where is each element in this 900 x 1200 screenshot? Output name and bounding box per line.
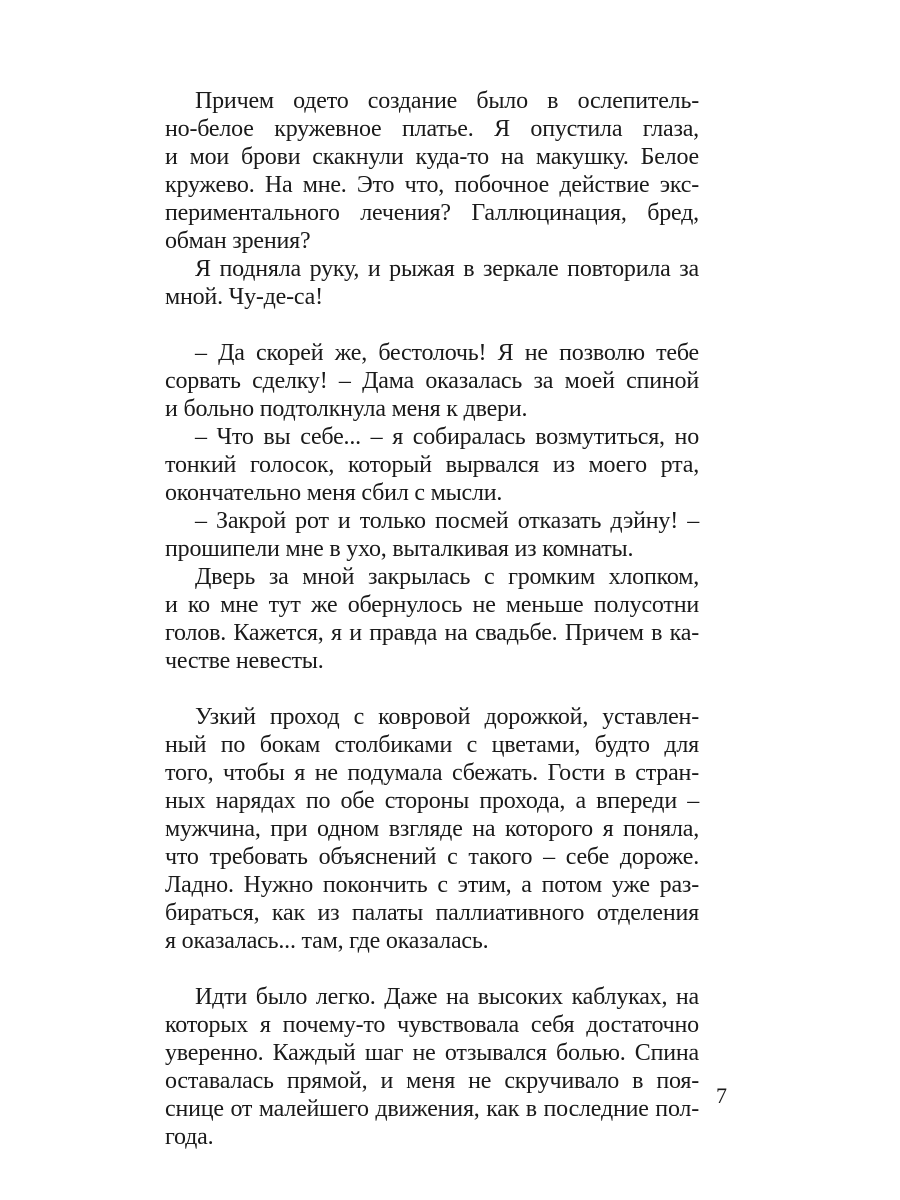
text-line: Узкий проход с ковровой дорожкой, уставлен- [195, 704, 699, 730]
text-line: и больно подтолкнула меня к двери. [165, 396, 528, 422]
paragraph-gap [165, 955, 699, 983]
text-line: оставалась прямой, и меня не скручивало в поя- [165, 1068, 699, 1094]
text-line: Причем одето создание было в ослепитель- [195, 88, 699, 114]
text-line: которых я почему-то чувствовала себя достаточно [165, 1012, 699, 1038]
text-line: – Закрой рот и только посмей отказать дэйну! – [195, 508, 699, 534]
text-line: что требовать объяснений с такого – себе дороже. [165, 844, 699, 870]
body-text [165, 87, 699, 1151]
text-line: тонкий голосок, который вырвался из моего рта, [165, 452, 699, 478]
text-line: ный по бокам столбиками с цветами, будто для [165, 732, 699, 758]
paragraph-gap [165, 311, 699, 339]
paragraph-gap [165, 675, 699, 703]
text-line: обман зрения? [165, 228, 311, 254]
text-line: честве невесты. [165, 648, 324, 674]
text-line: Ладно. Нужно покончить с этим, а потом уже раз- [165, 872, 699, 898]
text-line: снице от малейшего движения, как в последние пол- [165, 1096, 699, 1122]
text-line: и мои брови скакнули куда-то на макушку. Белое [165, 144, 699, 170]
text-line: но-белое кружевное платье. Я опустила глаза, [165, 116, 699, 142]
text-line: – Что вы себе... – я собиралась возмутиться, но [195, 424, 699, 450]
text-line: бираться, как из палаты паллиативного отделения [165, 900, 699, 926]
text-line: прошипели мне в ухо, выталкивая из комнаты. [165, 536, 634, 562]
text-line: года. [165, 1124, 214, 1150]
text-line: я оказалась... там, где оказалась. [165, 928, 489, 954]
text-line: Я подняла руку, и рыжая в зеркале повторила за [195, 256, 699, 282]
text-line: мужчина, при одном взгляде на которого я поняла, [165, 816, 699, 842]
text-line: окончательно меня сбил с мысли. [165, 480, 503, 506]
text-line: того, чтобы я не подумала сбежать. Гости в стран- [165, 760, 699, 786]
text-line: Дверь за мной закрылась с громким хлопком, [195, 564, 699, 590]
text-line: ных нарядах по обе стороны прохода, а впереди – [165, 788, 699, 814]
text-line: мной. Чу-де-са! [165, 284, 323, 310]
text-line: – Да скорей же, бестолочь! Я не позволю тебе [195, 340, 699, 366]
text-line: уверенно. Каждый шаг не отзывался болью. Спина [165, 1040, 699, 1066]
page-number: 7 [716, 1083, 727, 1108]
text-line: и ко мне тут же обернулось не меньше полусотни [165, 592, 699, 618]
text-line: голов. Кажется, я и правда на свадьбе. Причем в ка- [165, 620, 699, 646]
text-line: периментального лечения? Галлюцинация, бред, [165, 200, 699, 226]
text-line: Идти было легко. Даже на высоких каблуках, на [195, 984, 699, 1010]
text-line: кружево. На мне. Это что, побочное действие экс- [165, 172, 699, 198]
text-line: сорвать сделку! – Дама оказалась за моей спиной [165, 368, 699, 394]
